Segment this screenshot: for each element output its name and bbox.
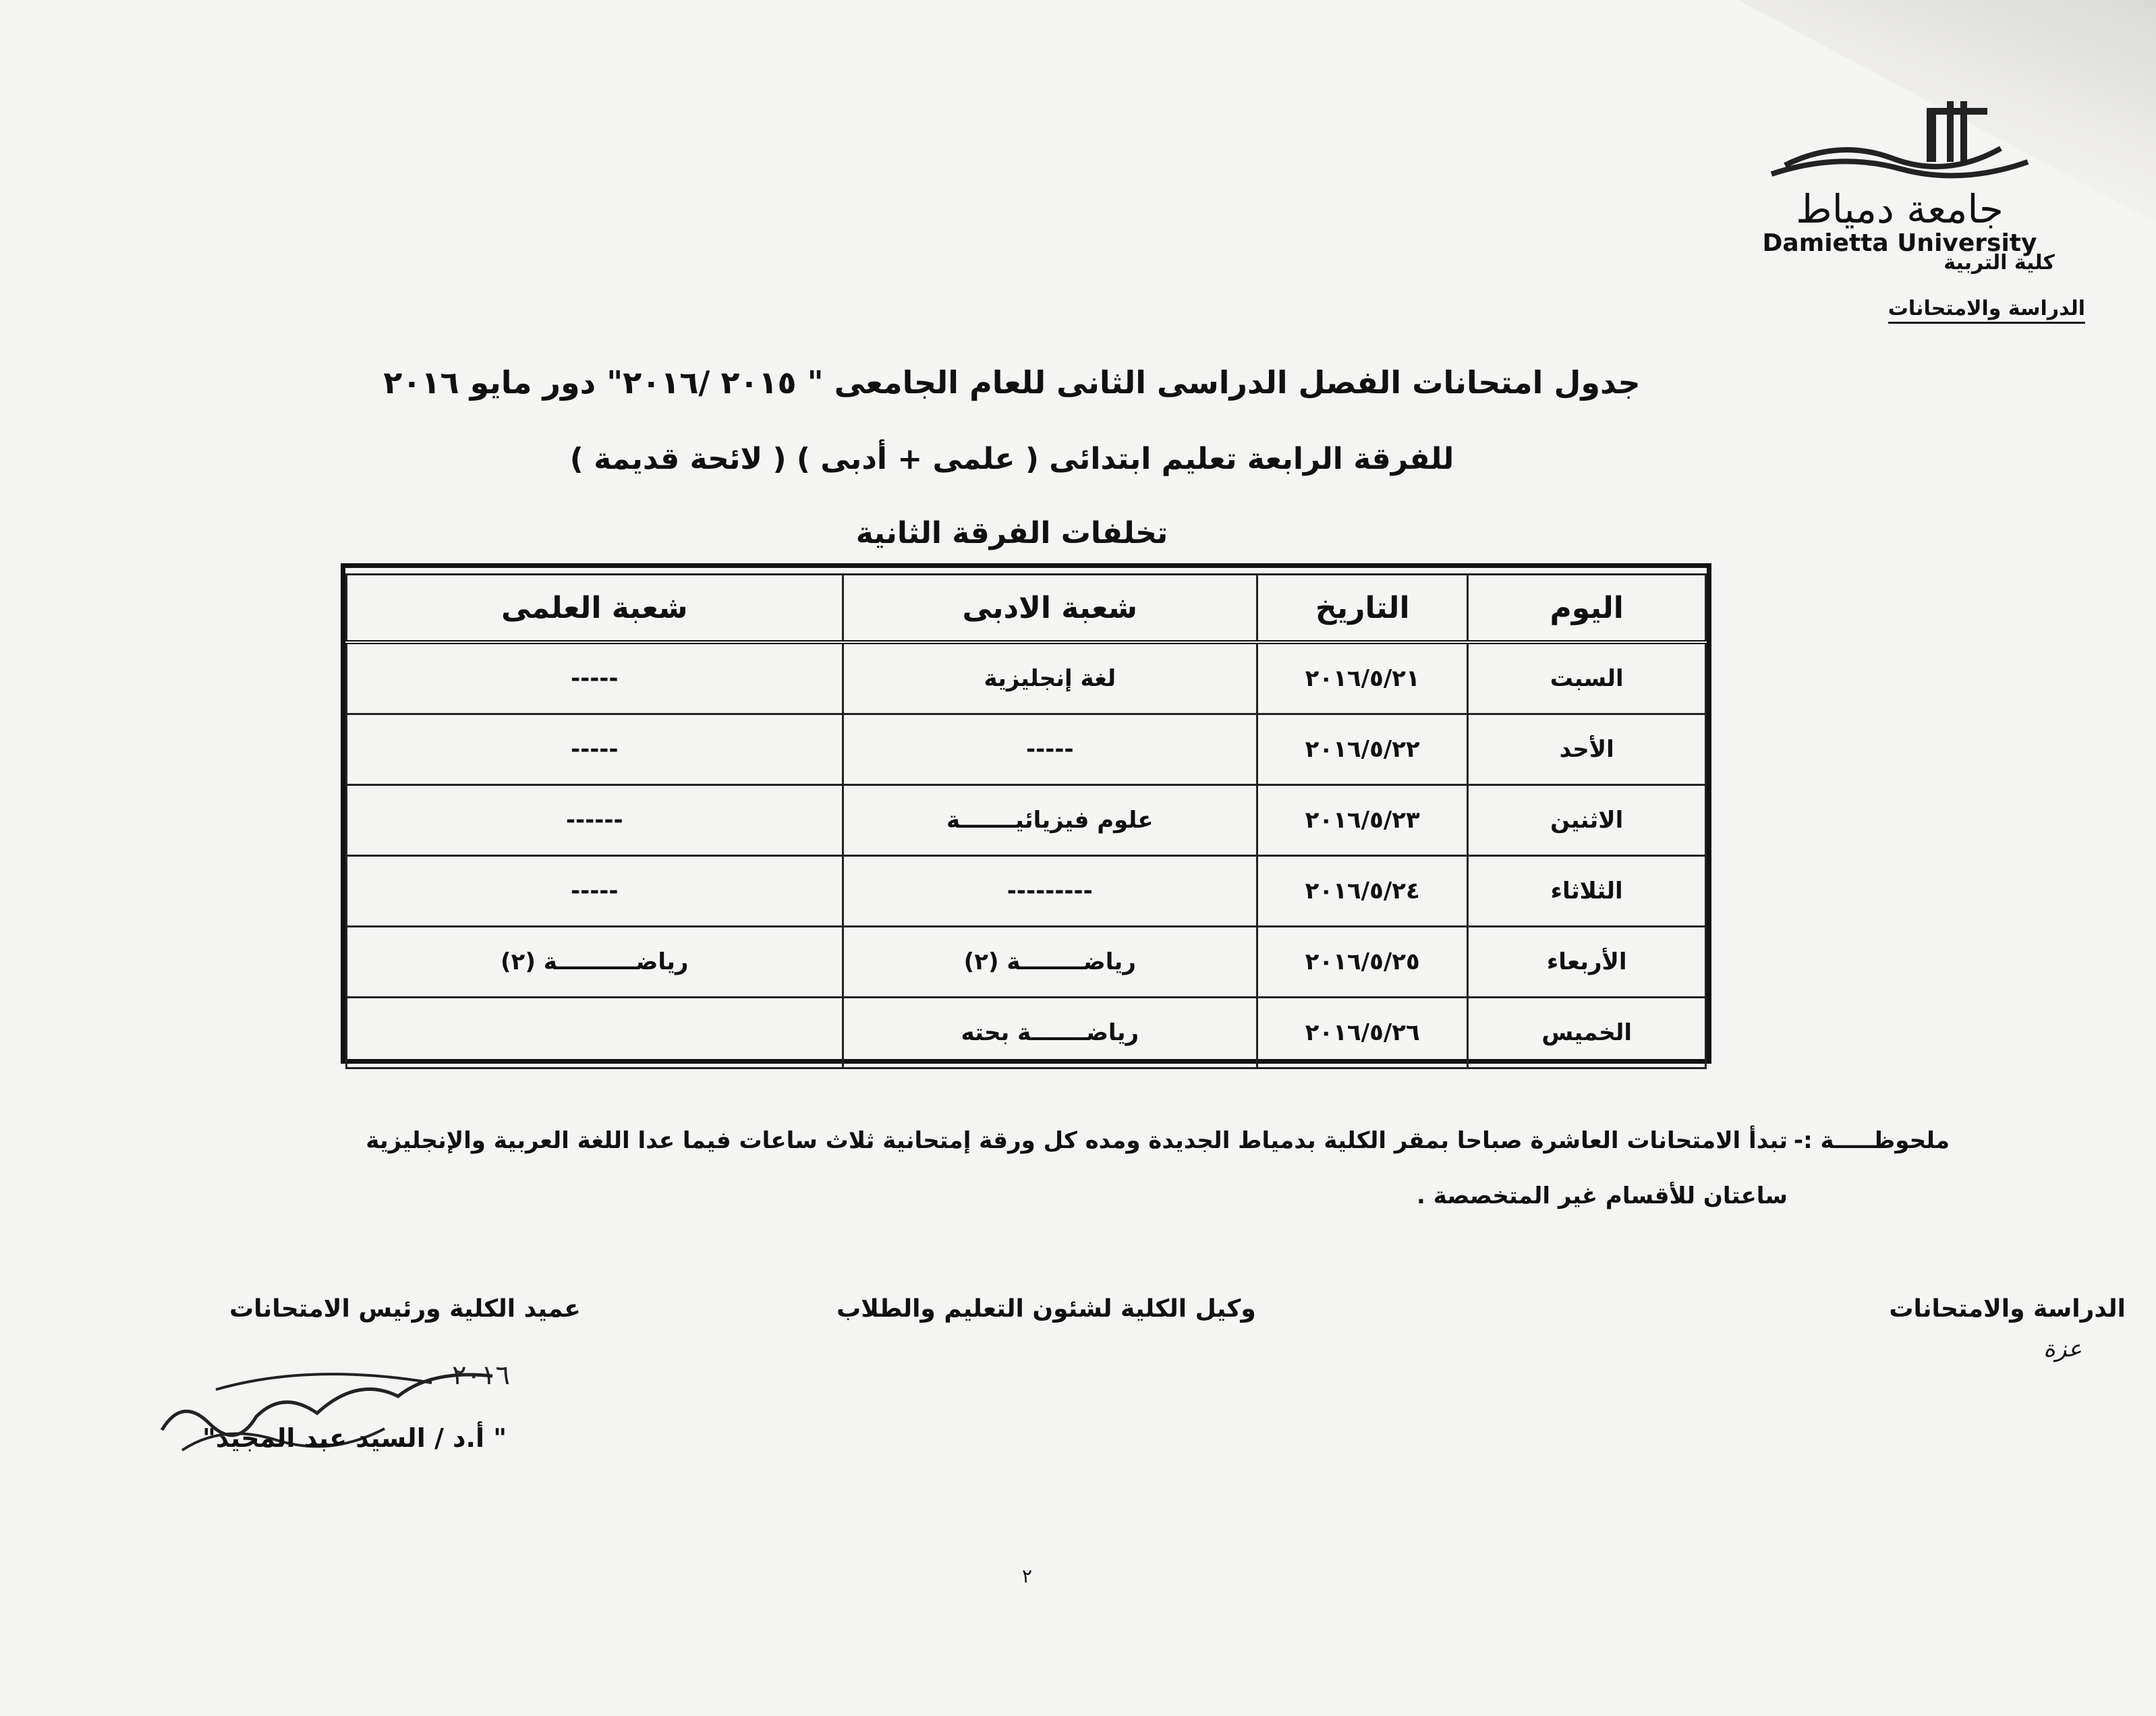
cell-elmi: ------: [347, 785, 843, 856]
cell-adabi: -----: [843, 714, 1257, 785]
cell-day: الأربعاء: [1468, 927, 1706, 998]
cell-day: الأحد: [1468, 714, 1706, 785]
cell-elmi: [347, 998, 843, 1068]
cell-day: الخميس: [1468, 998, 1706, 1068]
cell-elmi: -----: [347, 642, 843, 714]
department-name: الدراسة والامتحانات: [1888, 297, 2085, 324]
cell-day: السبت: [1468, 642, 1706, 714]
table-row: [347, 927, 1706, 998]
dean-name: " أ.د / السيد عبد المجيد": [202, 1423, 507, 1453]
cell-day: الثلاثاء: [1468, 856, 1706, 927]
faculty-name: كلية التربية: [1944, 251, 2055, 275]
column-header-elmi: شعبة العلمى: [347, 575, 843, 643]
table-row: [347, 998, 1706, 1068]
signature-dept-initials: عزة: [2043, 1336, 2082, 1363]
cell-date: ٢٠١٦/٥/٢٢: [1257, 714, 1468, 785]
cell-day: الاثنين: [1468, 785, 1706, 856]
page-number: ٢: [1022, 1565, 1033, 1587]
column-header-date: التاريخ: [1257, 575, 1468, 643]
cell-adabi: رياضـــــــة بحته: [843, 998, 1257, 1068]
schedule-title: جدول امتحانات الفصل الدراسى الثانى للعام الجامعى " ٢٠١٥ /٢٠١٦" دور مايو ٢٠١٦: [383, 364, 1641, 401]
logo-text-english: Damietta University: [1762, 229, 2037, 257]
footnote-text: تبدأ الامتحانات العاشرة صباحا بمقر الكلية بدمياط الجديدة ومده كل ورقة إمتحانية ثلاث ساعات فيما عدا اللغة العربية والإنجليزية ساعتان للأقسام غير المتخصصة .: [366, 1127, 1788, 1209]
cell-date: ٢٠١٦/٥/٢١: [1257, 642, 1468, 714]
column-header-day: اليوم: [1468, 575, 1706, 643]
cell-adabi: علوم فيزيائيـــــــة: [843, 785, 1257, 856]
university-logo: [1711, 101, 2089, 257]
schedule-subtitle: للفرقة الرابعة تعليم ابتدائى ( علمى + أدبى ) ( لائحة قديمة ): [569, 442, 1454, 476]
handwritten-date: ٢٠١٦: [452, 1360, 510, 1391]
footnote-label: ملحوظـــــة :-: [1793, 1127, 1950, 1154]
cell-elmi: رياضــــــــــة (٢): [347, 927, 843, 998]
cell-elmi: -----: [347, 714, 843, 785]
cell-elmi: -----: [347, 856, 843, 927]
cell-date: ٢٠١٦/٥/٢٤: [1257, 856, 1468, 927]
signature-dept-title: الدراسة والامتحانات: [1889, 1295, 2126, 1323]
cell-adabi: ---------: [843, 856, 1257, 927]
logo-text-arabic: جامعة دمياط: [1796, 186, 2004, 232]
cell-date: ٢٠١٦/٥/٢٦: [1257, 998, 1468, 1068]
table-row: [347, 714, 1706, 785]
logo-mark-icon: [1758, 101, 2041, 182]
exam-schedule-table: [341, 563, 1711, 1064]
signature-vice-dean-title: وكيل الكلية لشئون التعليم والطلاب: [836, 1295, 1256, 1323]
cell-adabi: لغة إنجليزية: [843, 642, 1257, 714]
table-header-row: [347, 575, 1706, 643]
footnote: [324, 1113, 1950, 1224]
table-row: [347, 642, 1706, 714]
table-row: [347, 856, 1706, 927]
column-header-adabi: شعبة الادبى: [843, 575, 1257, 643]
schedule-section-title: تخلفات الفرقة الثانية: [855, 516, 1168, 550]
signature-dean-title: عميد الكلية ورئيس الامتحانات: [229, 1295, 581, 1323]
cell-date: ٢٠١٦/٥/٢٥: [1257, 927, 1468, 998]
table-row: [347, 785, 1706, 856]
cell-adabi: رياضــــــــة (٢): [843, 927, 1257, 998]
cell-date: ٢٠١٦/٥/٢٣: [1257, 785, 1468, 856]
